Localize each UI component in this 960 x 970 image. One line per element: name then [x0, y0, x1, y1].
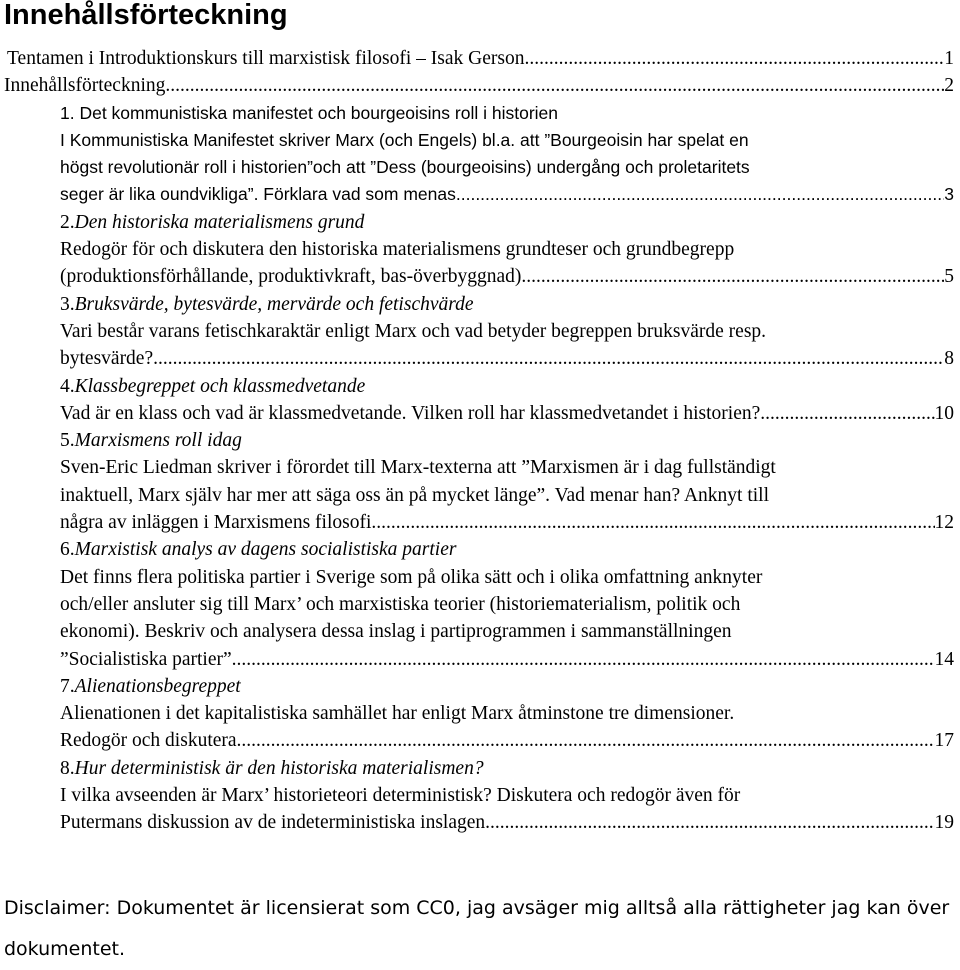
toc-entry-text: Vari består varans fetischkaraktär enligt Marx och vad betyder begreppen bruksvärde resp. [60, 318, 766, 345]
table-of-contents [0, 45, 960, 837]
page-number: 12 [935, 509, 960, 536]
toc-entry-section-3-text[interactable] [0, 345, 960, 372]
section-title: Alienationsbegreppet [75, 673, 241, 700]
dot-leader [153, 345, 944, 372]
toc-entry-section-2-text[interactable] [0, 236, 960, 263]
toc-entry-text: högst revolutionär roll i historien”och att ”Dess (bourgeoisins) undergång och proletaritets [60, 154, 750, 181]
section-title: Den historiska materialismens grund [75, 209, 365, 236]
dot-leader [232, 646, 935, 673]
section-number: 8. [60, 755, 75, 782]
toc-entry-section-6-heading[interactable] [0, 536, 960, 563]
toc-entry-section-8-text[interactable] [0, 782, 960, 809]
toc-entry-text: I vilka avseenden är Marx’ historieteori deterministisk? Diskutera och redogör även för [60, 782, 740, 809]
toc-entry-text: Redogör för och diskutera den historiska materialismens grundteser och grundbegrepp [60, 236, 734, 263]
dot-leader [485, 809, 934, 836]
toc-entry-section-1-heading[interactable] [0, 100, 960, 127]
page-number: 17 [935, 727, 960, 754]
toc-entry-text: bytesvärde? [60, 345, 153, 372]
toc-entry-section-5-heading[interactable] [0, 427, 960, 454]
toc-entry-text: (produktionsförhållande, produktivkraft, bas-överbyggnad) [60, 263, 521, 290]
toc-entry-section-2-heading[interactable] [0, 209, 960, 236]
toc-entry-text: Sven-Eric Liedman skriver i förordet till Marx-texterna att ”Marxismen är i dag fullständigt [60, 454, 776, 481]
toc-entry-section-5-text[interactable] [0, 509, 960, 536]
section-number: 3. [60, 291, 75, 318]
dot-leader [524, 45, 944, 72]
toc-entry-text: Vad är en klass och vad är klassmedvetande. Vilken roll har klassmedvetandet i historien? [60, 400, 760, 427]
toc-entry-section-8-text[interactable] [0, 809, 960, 836]
disclaimer-text: Disclaimer: Dokumentet är licensierat som CC0, jag avsäger mig alltså alla rättigheter jag kan över dokumentet. [4, 888, 954, 970]
toc-entry-text: några av inläggen i Marxismens filosofi [60, 509, 371, 536]
toc-entry-text: I Kommunistiska Manifestet skriver Marx (och Engels) bl.a. att ”Bourgeoisin har spelat en [60, 127, 749, 154]
toc-entry-text: Alienationen i det kapitalistiska samhället har enligt Marx åtminstone tre dimensioner. [60, 700, 734, 727]
section-number: 6. [60, 536, 75, 563]
dot-leader [760, 400, 934, 427]
toc-entry-section-6-text[interactable] [0, 591, 960, 618]
toc-entry-text: seger är lika oundvikliga”. Förklara vad som menas [60, 181, 456, 208]
section-title: Klassbegreppet och klassmedvetande [75, 373, 366, 400]
section-number: 2. [60, 209, 75, 236]
toc-entry-text: Redogör och diskutera [60, 727, 237, 754]
toc-entry-section-6-text[interactable] [0, 646, 960, 673]
toc-entry-section-3-text[interactable] [0, 318, 960, 345]
section-number: 5. [60, 427, 75, 454]
toc-entry-section-1-text[interactable] [0, 127, 960, 154]
page-number: 5 [944, 263, 960, 290]
toc-entry-text: 1. Det kommunistiska manifestet och bourgeoisins roll i historien [60, 100, 558, 127]
page-title: Innehållsförteckning [4, 0, 288, 32]
toc-entry-text: ”Socialistiska partier” [60, 646, 232, 673]
dot-leader [521, 263, 944, 290]
toc-entry-text: Innehållsförteckning [4, 72, 165, 99]
toc-entry-text: ekonomi). Beskriv och analysera dessa inslag i partiprogrammen i sammanställningen [60, 618, 732, 645]
toc-entry-section-7-text[interactable] [0, 727, 960, 754]
page-number: 14 [935, 646, 960, 673]
toc-entry-section-4-text[interactable] [0, 400, 960, 427]
toc-entry-section-5-text[interactable] [0, 454, 960, 481]
toc-entry-text: inaktuell, Marx själv har mer att säga oss än på mycket länge”. Vad menar han? Anknyt till [60, 482, 769, 509]
page-number: 1 [944, 45, 960, 72]
page-number: 8 [944, 345, 960, 372]
toc-entry-section-6-text[interactable] [0, 564, 960, 591]
page-number: 3 [944, 181, 960, 208]
toc-entry-section-5-text[interactable] [0, 482, 960, 509]
dot-leader [165, 72, 944, 99]
toc-entry-text: Det finns flera politiska partier i Sverige som på olika sätt och i olika omfattning anknyter [60, 564, 762, 591]
toc-entry-section-6-text[interactable] [0, 618, 960, 645]
toc-entry-section-1-text[interactable] [0, 154, 960, 181]
toc-entry-text: Tentamen i Introduktionskurs till marxistisk filosofi – Isak Gerson [7, 45, 524, 72]
toc-entry-section-7-heading[interactable] [0, 673, 960, 700]
toc-entry-section-4-heading[interactable] [0, 373, 960, 400]
toc-entry-section-8-heading[interactable] [0, 755, 960, 782]
toc-entry-section-3-heading[interactable] [0, 291, 960, 318]
page-number: 19 [935, 809, 960, 836]
dot-leader [371, 509, 934, 536]
dot-leader [456, 181, 944, 208]
section-title: Bruksvärde, bytesvärde, mervärde och fetischvärde [75, 291, 474, 318]
toc-entry-text: Putermans diskussion av de indeterministiska inslagen [60, 809, 485, 836]
section-title: Marxistisk analys av dagens socialistiska partier [75, 536, 457, 563]
toc-entry-section-1-text[interactable] [0, 181, 960, 208]
page-number: 2 [944, 72, 960, 99]
page-number: 10 [935, 400, 960, 427]
toc-entry-exam-title[interactable] [0, 45, 960, 72]
toc-entry-text: och/eller ansluter sig till Marx’ och marxistiska teorier (historiematerialism, politik och [60, 591, 740, 618]
section-number: 4. [60, 373, 75, 400]
toc-entry-section-7-text[interactable] [0, 700, 960, 727]
section-number: 7. [60, 673, 75, 700]
section-title: Hur deterministisk är den historiska materialismen? [75, 755, 484, 782]
section-title: Marxismens roll idag [75, 427, 242, 454]
toc-entry-contents[interactable] [0, 72, 960, 99]
dot-leader [237, 727, 935, 754]
toc-entry-section-2-text[interactable] [0, 263, 960, 290]
